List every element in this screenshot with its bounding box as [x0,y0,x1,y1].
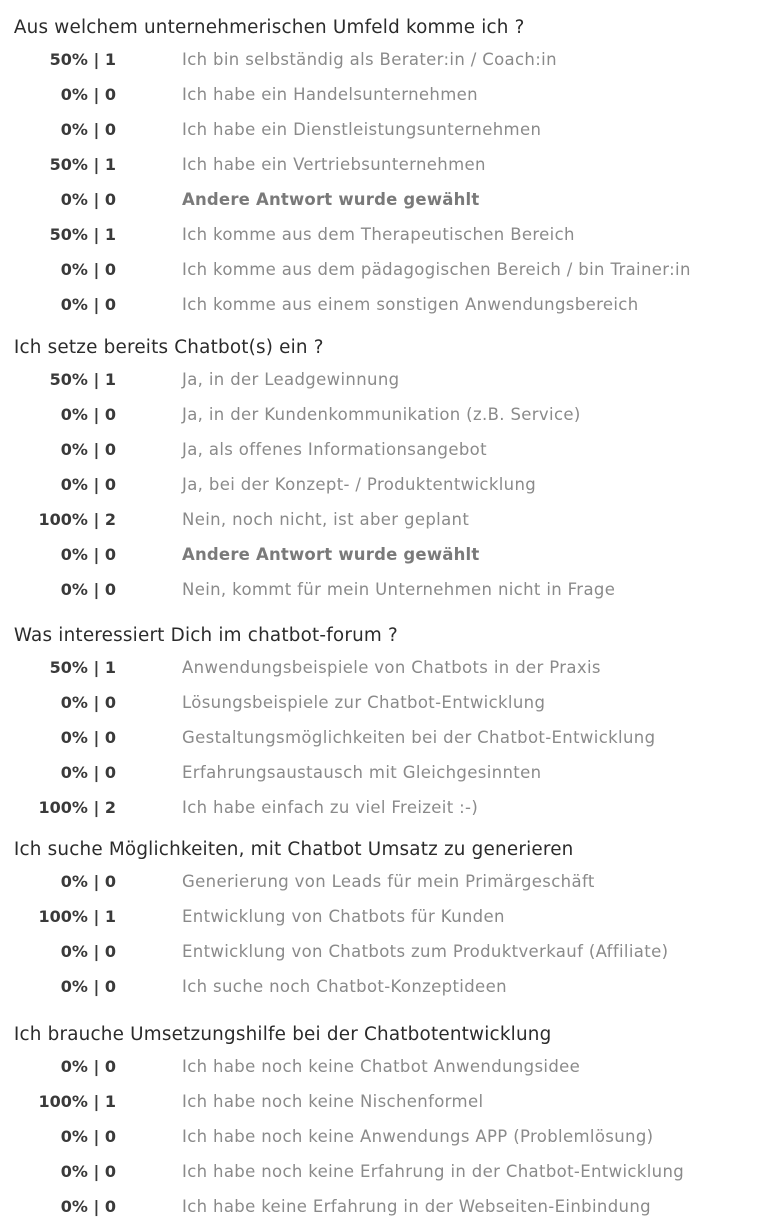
answer-row [0,467,776,502]
answer-row [0,969,776,1004]
answer-row [0,864,776,899]
answer-row [0,217,776,252]
question-section [0,1021,776,1224]
answer-stat: 0% | 0 [60,190,116,209]
answer-other-label: Andere Antwort wurde gewählt [182,545,480,564]
answer-row [0,1119,776,1154]
answer-row [0,572,776,607]
answer-label: Ich habe keine Erfahrung in der Webseiten-Einbindung [182,1197,651,1216]
question-section [0,334,776,607]
answer-label: Ich habe ein Vertriebsunternehmen [182,155,486,174]
answer-stat: 50% | 1 [49,155,116,174]
answer-list [0,362,776,607]
answer-row [0,537,776,572]
answer-label: Ich habe einfach zu viel Freizeit :-) [182,798,479,817]
answer-stat: 100% | 1 [38,1092,116,1111]
question-section [0,622,776,825]
answer-label: Ja, als offenes Informationsangebot [182,440,487,459]
answer-row [0,502,776,537]
answer-row [0,899,776,934]
question-title: Ich setze bereits Chatbot(s) ein ? [13,337,324,358]
answer-row [0,1154,776,1189]
answer-label: Ja, in der Kundenkommunikation (z.B. Service) [182,405,581,424]
answer-stat: 0% | 0 [60,295,116,314]
answer-row [0,685,776,720]
answer-list [0,42,776,322]
answer-label: Nein, kommt für mein Unternehmen nicht in Frage [182,580,616,599]
answer-stat: 0% | 0 [60,1057,116,1076]
answer-row [0,397,776,432]
answer-row [0,287,776,322]
answer-label: Ich habe ein Dienstleistungsunternehmen [182,120,542,139]
answer-label: Ich komme aus einem sonstigen Anwendungsbereich [182,295,639,314]
answer-row [0,720,776,755]
answer-row [0,1049,776,1084]
answer-stat: 50% | 1 [49,50,116,69]
answer-stat: 0% | 0 [60,85,116,104]
answer-list [0,864,776,1004]
answer-row [0,362,776,397]
answer-stat: 0% | 0 [60,763,116,782]
answer-row [0,432,776,467]
answer-label: Ich habe noch keine Chatbot Anwendungsidee [182,1057,581,1076]
answer-stat: 0% | 0 [60,977,116,996]
answer-list [0,1049,776,1224]
answer-label: Entwicklung von Chatbots für Kunden [182,907,505,926]
answer-row [0,1189,776,1224]
answer-list [0,650,776,825]
answer-stat: 0% | 0 [60,942,116,961]
answer-stat: 0% | 0 [60,405,116,424]
answer-stat: 0% | 0 [60,693,116,712]
question-title: Aus welchem unternehmerischen Umfeld komme ich ? [13,17,525,38]
answer-stat: 0% | 0 [60,580,116,599]
answer-stat: 50% | 1 [49,658,116,677]
answer-stat: 0% | 0 [60,872,116,891]
answer-label: Ich komme aus dem pädagogischen Bereich / bin Trainer:in [182,260,691,279]
answer-label: Generierung von Leads für mein Primärgeschäft [182,872,595,891]
answer-label: Gestaltungsmöglichkeiten bei der Chatbot-Entwicklung [182,728,656,747]
answer-stat: 0% | 0 [60,440,116,459]
answer-stat: 0% | 0 [60,1162,116,1181]
answer-row [0,1084,776,1119]
answer-label: Anwendungsbeispiele von Chatbots in der Praxis [182,658,601,677]
answer-row [0,755,776,790]
answer-stat: 0% | 0 [60,1197,116,1216]
answer-label: Ja, in der Leadgewinnung [182,370,400,389]
question-title: Was interessiert Dich im chatbot-forum ? [13,625,398,646]
question-title: Ich suche Möglichkeiten, mit Chatbot Umsatz zu generieren [13,839,574,860]
answer-label: Entwicklung von Chatbots zum Produktverkauf (Affiliate) [182,942,669,961]
answer-label: Nein, noch nicht, ist aber geplant [182,510,470,529]
answer-stat: 0% | 0 [60,120,116,139]
answer-label: Ich suche noch Chatbot-Konzeptideen [182,977,507,996]
answer-row [0,182,776,217]
answer-row [0,650,776,685]
answer-stat: 0% | 0 [60,475,116,494]
answer-row [0,42,776,77]
answer-label: Ich bin selbständig als Berater:in / Coach:in [182,50,557,69]
question-title: Ich brauche Umsetzungshilfe bei der Chatbotentwicklung [13,1024,552,1045]
answer-label: Ja, bei der Konzept- / Produktentwicklung [182,475,537,494]
answer-stat: 50% | 1 [49,370,116,389]
answer-stat: 0% | 0 [60,728,116,747]
answer-label: Ich habe noch keine Erfahrung in der Chatbot-Entwicklung [182,1162,685,1181]
answer-row [0,77,776,112]
question-section [0,836,776,1004]
answer-label: Ich komme aus dem Therapeutischen Bereich [182,225,575,244]
answer-stat: 100% | 2 [38,510,116,529]
answer-row [0,252,776,287]
answer-row [0,112,776,147]
answer-row [0,790,776,825]
answer-stat: 50% | 1 [49,225,116,244]
answer-stat: 100% | 1 [38,907,116,926]
answer-stat: 100% | 2 [38,798,116,817]
answer-other-label: Andere Antwort wurde gewählt [182,190,480,209]
question-section [0,14,776,322]
answer-label: Ich habe ein Handelsunternehmen [182,85,478,104]
answer-stat: 0% | 0 [60,545,116,564]
answer-row [0,934,776,969]
answer-row [0,147,776,182]
answer-label: Lösungsbeispiele zur Chatbot-Entwicklung [182,693,546,712]
answer-stat: 0% | 0 [60,260,116,279]
answer-label: Ich habe noch keine Anwendungs APP (Problemlösung) [182,1127,654,1146]
answer-label: Ich habe noch keine Nischenformel [182,1092,484,1111]
answer-label: Erfahrungsaustausch mit Gleichgesinnten [182,763,542,782]
answer-stat: 0% | 0 [60,1127,116,1146]
